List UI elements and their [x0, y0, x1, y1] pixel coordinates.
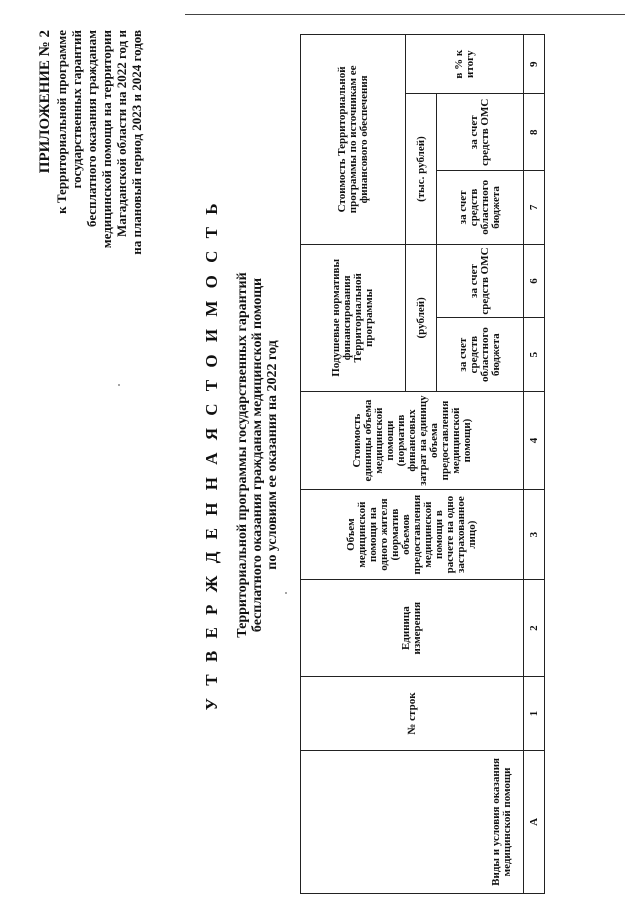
col-number: 6	[524, 244, 545, 318]
appendix-line: бесплатного оказания гражданам	[84, 30, 99, 227]
header-rub: (рублей)	[406, 244, 437, 391]
header-volume: Объем медицинской помощи на одного жителя (норматив объемов предоставления медицинской помощи в расчете на одно застрахованное лицо)	[301, 490, 524, 580]
header-percent: в % к итогу	[406, 35, 524, 94]
header-budget-rub: за счет средств областного бюджета	[437, 318, 524, 392]
approved-heading: У Т В Е Р Ж Д Е Н Н А Я С Т О И М О С Т Ь	[202, 199, 221, 711]
header-thous-rub: (тыс. рублей)	[406, 94, 437, 244]
header-oms-thous: за счет средств ОМС	[437, 94, 524, 171]
col-number: 3	[524, 490, 545, 580]
col-number: 1	[524, 677, 545, 751]
title-line: Территориальной программы государственных гарантий	[235, 272, 250, 638]
header-unit: Единица измерения	[301, 580, 524, 677]
appendix-line: медицинской помощи на территории	[99, 30, 114, 249]
header-cost: Стоимость единицы объема медицинской помощи (норматив финансовых затрат на единицу объема предоставления медицинской помощи)	[301, 391, 524, 489]
appendix-title: ПРИЛОЖЕНИЕ № 2	[37, 30, 53, 174]
cost-table	[300, 34, 545, 894]
appendix-line: Магаданской области на 2022 год и	[114, 30, 129, 237]
header-rownum: № строк	[301, 677, 524, 751]
document-title	[235, 10, 280, 900]
rotated-page	[10, 10, 630, 900]
header-oms-rub: за счет средств ОМС	[437, 244, 524, 318]
appendix-line: государственных гарантий	[69, 30, 84, 189]
col-number: А	[524, 750, 545, 893]
col-number: 9	[524, 35, 545, 94]
col-number: 2	[524, 580, 545, 677]
col-number: 8	[524, 94, 545, 171]
col-number: 7	[524, 171, 545, 245]
appendix-line: к Территориальной программе	[54, 30, 69, 214]
header-total-cost: Стоимость Территориальной программы по источникам ее финансового обеспечения	[301, 35, 406, 245]
title-line: бесплатного оказания гражданам медицинской помощи	[250, 277, 265, 633]
header-percapita: Подушевые нормативы финансирования Территориальной программы	[301, 244, 406, 391]
header-kinds: Виды и условия оказания медицинской помощи	[301, 750, 524, 893]
appendix-block	[36, 30, 144, 390]
title-line: по условиям ее оказания на 2022 год	[265, 340, 280, 570]
col-number: 5	[524, 318, 545, 392]
header-budget-thous: за счет средств областного бюджета	[437, 171, 524, 245]
appendix-line: на плановый период 2023 и 2024 годов	[129, 30, 144, 255]
col-number: 4	[524, 391, 545, 489]
